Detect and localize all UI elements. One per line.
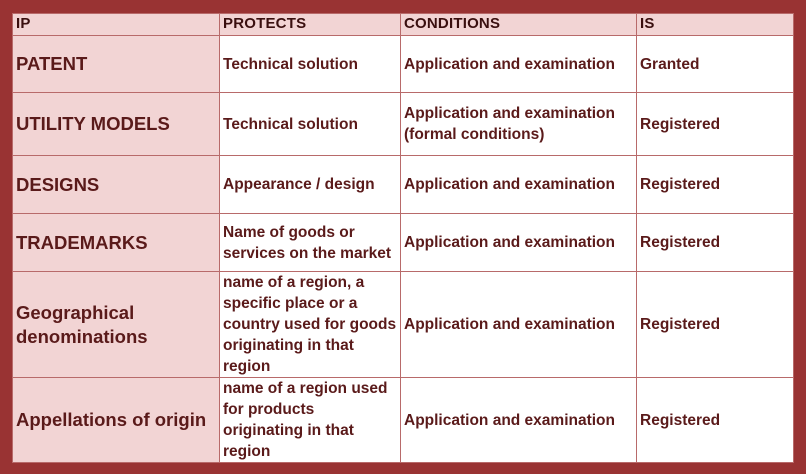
table-header-row bbox=[13, 14, 794, 36]
column-header-conditions: CONDITIONS bbox=[401, 14, 637, 36]
table-row bbox=[13, 378, 794, 463]
table-frame bbox=[12, 13, 793, 460]
column-header-is: IS bbox=[637, 14, 794, 36]
status-cell: Registered bbox=[637, 93, 794, 156]
protects-cell: name of a region, a specific place or a country used for goods originating in that region bbox=[220, 272, 401, 378]
ip-type-cell: UTILITY MODELS bbox=[13, 93, 220, 156]
ip-comparison-table bbox=[12, 13, 794, 463]
conditions-cell: Application and examination bbox=[401, 378, 637, 463]
conditions-cell: Application and examination bbox=[401, 156, 637, 214]
ip-type-cell: DESIGNS bbox=[13, 156, 220, 214]
status-cell: Granted bbox=[637, 36, 794, 93]
status-cell: Registered bbox=[637, 214, 794, 272]
protects-cell: Name of goods or services on the market bbox=[220, 214, 401, 272]
status-cell: Registered bbox=[637, 272, 794, 378]
ip-type-cell: PATENT bbox=[13, 36, 220, 93]
status-cell: Registered bbox=[637, 156, 794, 214]
conditions-cell: Application and examination bbox=[401, 36, 637, 93]
table-row bbox=[13, 272, 794, 378]
status-cell: Registered bbox=[637, 378, 794, 463]
column-header-protects: PROTECTS bbox=[220, 14, 401, 36]
protects-cell: Technical solution bbox=[220, 93, 401, 156]
protects-cell: Technical solution bbox=[220, 36, 401, 93]
ip-type-cell: TRADEMARKS bbox=[13, 214, 220, 272]
protects-cell: name of a region used for products originating in that region bbox=[220, 378, 401, 463]
ip-type-cell: Appellations of origin bbox=[13, 378, 220, 463]
protects-cell: Appearance / design bbox=[220, 156, 401, 214]
conditions-cell: Application and examination bbox=[401, 214, 637, 272]
table-row bbox=[13, 156, 794, 214]
conditions-cell: Application and examination bbox=[401, 272, 637, 378]
conditions-cell: Application and examination (formal conditions) bbox=[401, 93, 637, 156]
ip-type-cell: Geographical denominations bbox=[13, 272, 220, 378]
table-row bbox=[13, 36, 794, 93]
table-row bbox=[13, 214, 794, 272]
column-header-ip: IP bbox=[13, 14, 220, 36]
table-row bbox=[13, 93, 794, 156]
